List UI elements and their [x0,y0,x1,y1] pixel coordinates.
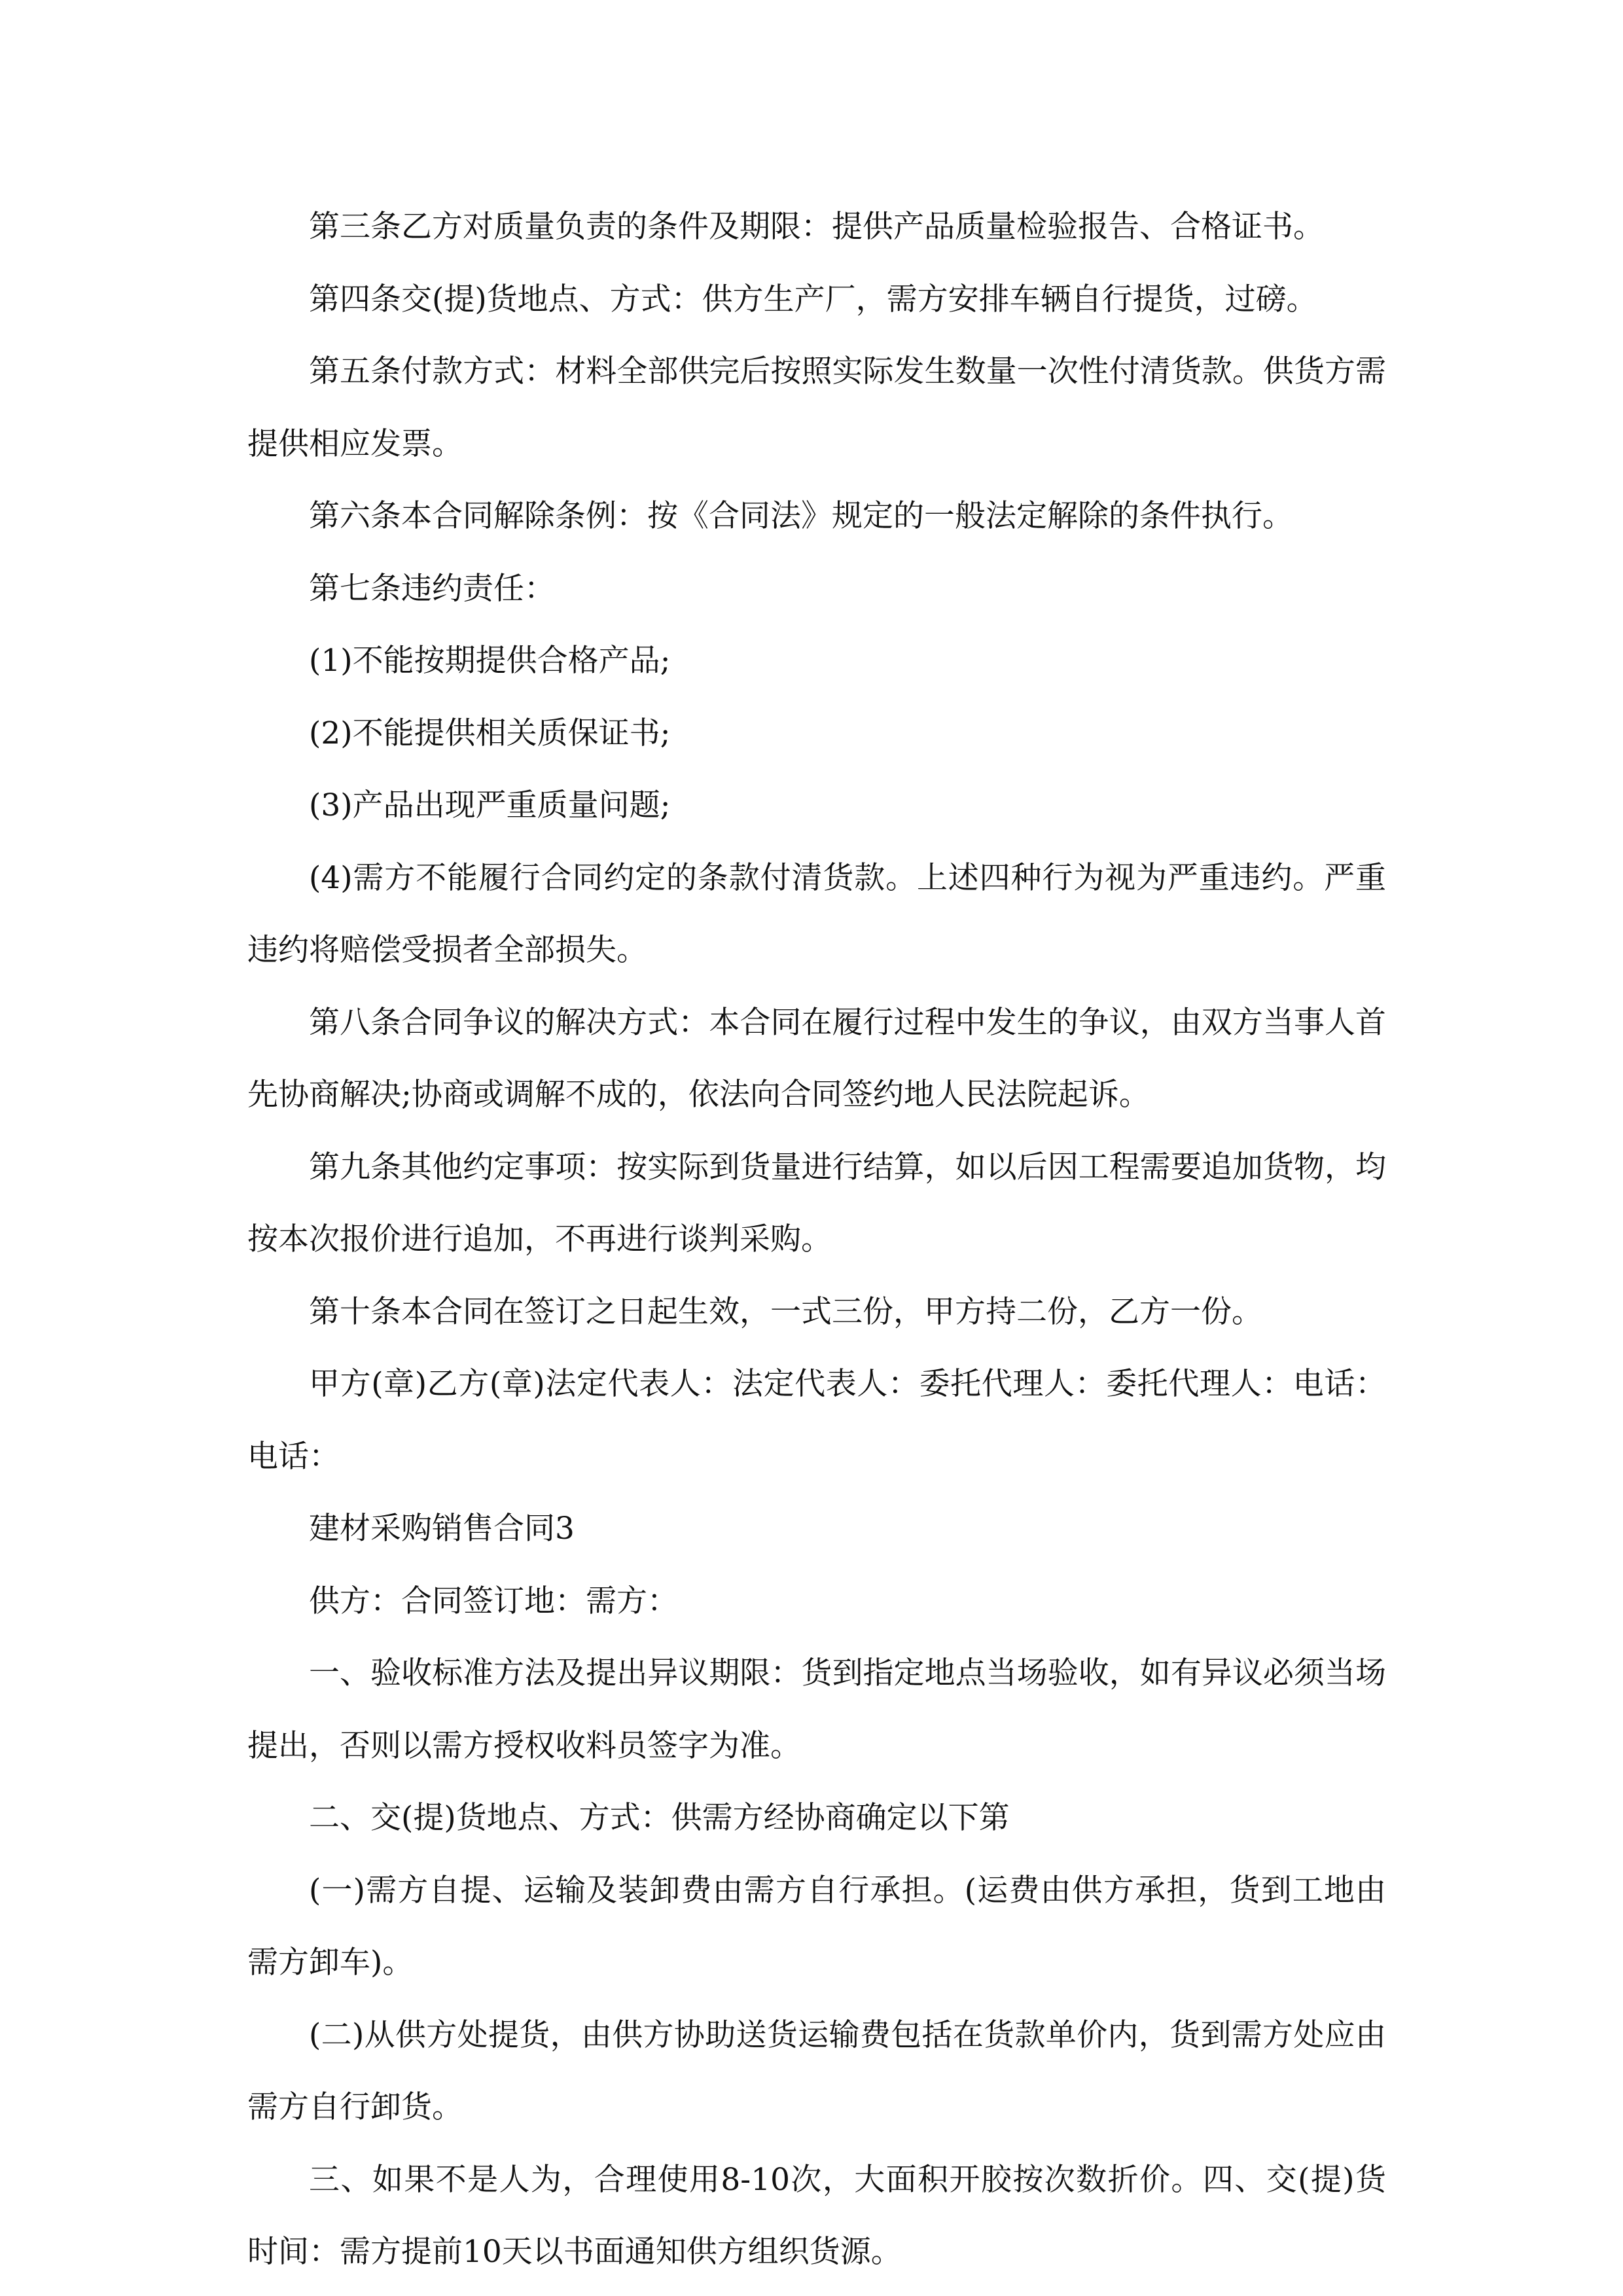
section-heading: 建材采购销售合同3 [309,1511,575,1547]
paragraph: (4)需方不能履行合同约定的条款付清货款。上述四种行为视为严重违约。严重违约将赔偿受损者全部损失。 [247,859,1386,968]
paragraph: 供方：合同签订地：需方： [309,1583,678,1619]
paragraph: 三、如果不是人为，合理使用8-10次，大面积开胶按次数折价。四、交(提)货时间：需方提前10天以书面通知供方组织货源。 [247,2161,1386,2270]
paragraph: 第四条交(提)货地点、方式：供方生产厂，需方安排车辆自行提货，过磅。 [309,281,1317,317]
paragraph: 一、验收标准方法及提出异议期限：货到指定地点当场验收，如有异议必须当场提出，否则以需方授权收料员签字为准。 [247,1655,1386,1764]
paragraph: 第九条其他约定事项：按实际到货量进行结算，如以后因工程需要追加货物，均按本次报价进行追加，不再进行谈判采购。 [247,1149,1386,1257]
paragraph: (3)产品出现严重质量问题; [309,787,671,823]
paragraph: 第六条本合同解除条例：按《合同法》规定的一般法定解除的条件执行。 [309,498,1293,534]
paragraph: 第八条合同争议的解决方式：本合同在履行过程中发生的争议，由双方当事人首先协商解决;协商或调解不成的，依法向合同签约地人民法院起诉。 [247,1004,1386,1113]
paragraph: 第五条付款方式：材料全部供完后按照实际发生数量一次性付清货款。供货方需提供相应发票。 [247,353,1386,462]
paragraph: (2)不能提供相关质保证书; [309,715,671,751]
paragraph: 二、交(提)货地点、方式：供需方经协商确定以下第 [309,1800,1010,1836]
paragraph: 第三条乙方对质量负责的条件及期限：提供产品质量检验报告、合格证书。 [309,209,1324,245]
paragraph: 第七条违约责任： [309,570,555,607]
paragraph: 第十条本合同在签订之日起生效，一式三份，甲方持二份，乙方一份。 [309,1293,1262,1330]
paragraph: 甲方(章)乙方(章)法定代表人：法定代表人：委托代理人：委托代理人：电话：电话： [247,1366,1386,1475]
paragraph: (一)需方自提、运输及装卸费由需方自行承担。(运费由供方承担，货到工地由需方卸车)。 [247,1872,1386,1981]
paragraph: (1)不能按期提供合格产品; [309,643,671,679]
paragraph: (二)从供方处提货，由供方协助送货运输费包括在货款单价内，货到需方处应由需方自行卸货。 [247,2017,1386,2125]
document-body [247,191,1386,2289]
